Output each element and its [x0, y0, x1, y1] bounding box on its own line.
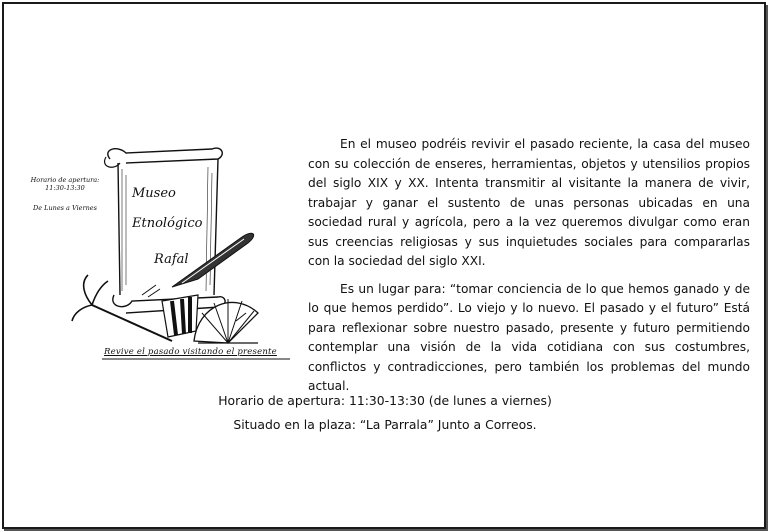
logo-hours — [30, 176, 100, 212]
logo-title-etnologico: Etnológico — [132, 216, 203, 231]
description — [308, 135, 750, 405]
footer-hours: Horario de apertura: 11:30-13:30 (de lunes a viernes) — [218, 393, 552, 408]
description-paragraph-2: Es un lugar para: “tomar conciencia de lo que hemos ganado y de lo que hemos perdido”. Lo viejo y lo nuevo. El pasado y el futuro” Está para reflexionar sobre nuestro pasado, presente y futuro permitiendo contemplar una visión de la vida cotidiana con sus costumbres, conflictos y contradicciones, pero también los problemas del mundo actual. — [308, 281, 750, 393]
logo-title-museo: Museo — [132, 186, 176, 201]
logo-tagline: Revive el pasado visitando el presente — [104, 347, 277, 357]
logo-hours-days: De Lunes a Viernes — [33, 204, 97, 212]
logo-title-rafal: Rafal — [154, 252, 189, 267]
footer-location: Situado en la plaza: “La Parrala” Junto a Correos. — [233, 417, 537, 432]
logo-hours-time: 11:30-13:30 — [45, 184, 85, 192]
logo-hours-label: Horario de apertura: — [30, 176, 100, 184]
description-paragraph-1: En el museo podréis revivir el pasado reciente, la casa del museo con su colección de enseres, herramientas, objetos y utensilios propios del siglo XIX y XX. Intenta transmitir al visitante la manera de vivir, trabajar y ganar el sustento de unas personas ubicadas en una sociedad rural y agrícola, pero a la vez queremos divulgar como eran sus creencias religiosas y sus inquietudes sociales para compararlas con la sociedad del siglo XXI. — [308, 137, 750, 268]
